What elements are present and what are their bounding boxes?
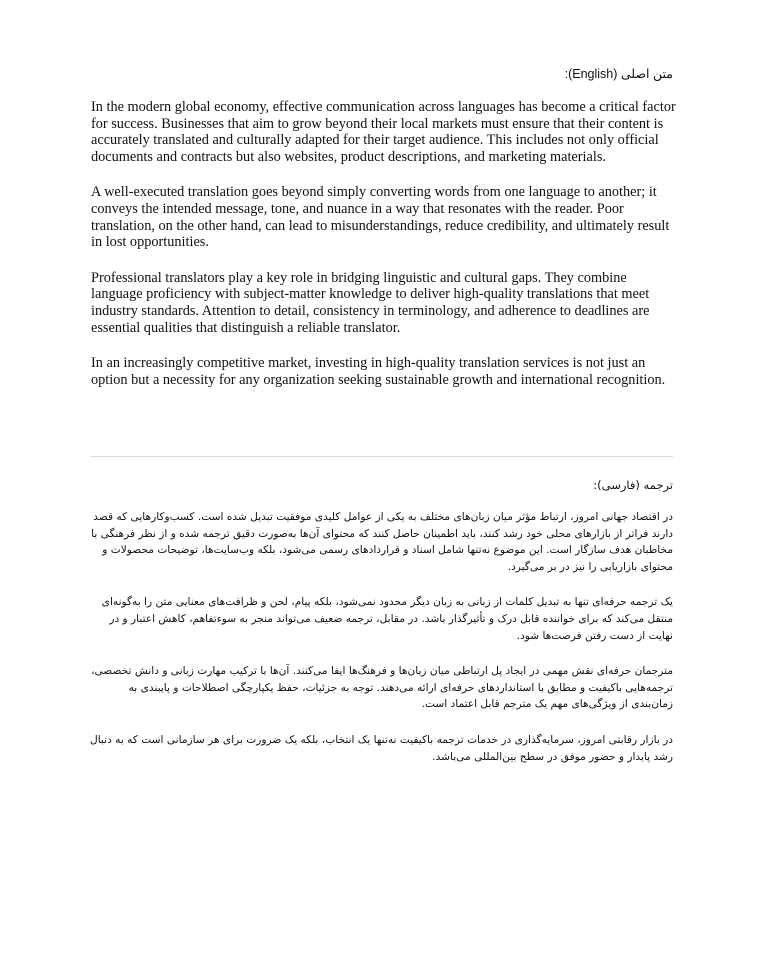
persian-paragraph-1: در اقتصاد جهانی امروز، ارتباط مؤثر میان زبان‌های مختلف به یکی از عوامل کلیدی موفقیت تبدیل شده است. کسب‌وکارهایی که قصد دارند فراتر از بازارهای محلی خود رشد کنند، باید اطمینان حاصل کنند که محتوای آن‌ها به‌صورت دقیق ترجمه شده و از نظر فرهنگی با مخاطبان هدف سازگار است. این موضوع نه‌تنها شامل اسناد و قراردادهای رسمی می‌شود، بلکه وب‌سایت‌ها، توضیحات محصولات و محتوای بازاریابی را نیز در بر می‌گیرد. [91,511,673,573]
persian-section-heading: ترجمه (فارسی): [593,478,673,492]
english-paragraph-4: In an increasingly competitive market, investing in high-quality translation services is not just an option but a necessity for any organization seeking sustainable growth and international recognition. [91,355,666,388]
persian-paragraph-4: در بازار رقابتی امروز، سرمایه‌گذاری در خدمات ترجمه باکیفیت نه‌تنها یک انتخاب، بلکه یک ضرورت برای هر سازمانی است که به دنبال رشد پایدار و حضور موفق در سطح بین‌المللی می‌باشد. [90,733,673,763]
persian-paragraph-3: مترجمان حرفه‌ای نقش مهمی در ایجاد پل ارتباطی میان زبان‌ها و فرهنگ‌ها ایفا می‌کنند. آن‌ها با ترکیب مهارت زبانی و دانش تخصصی، ترجمه‌هایی باکیفیت و مطابق با استانداردهای حرفه‌ای ارائه می‌دهند. توجه به جزئیات، حفظ یکپارچگی اصطلاحات و پایبندی به زمان‌بندی از ویژگی‌های مهم یک مترجم قابل اعتماد است. [91,665,673,711]
english-paragraph-3: Professional translators play a key role in bridging linguistic and cultural gaps. They combine language proficiency with subject-matter knowledge to deliver high-quality translations that meet industry standards. Attention to detail, consistency in terminology, and adherence to deadlines are essential qualities that distinguish a reliable translator. [91,269,650,336]
persian-paragraph-2: یک ترجمه حرفه‌ای تنها به تبدیل کلمات از زبانی به زبان دیگر محدود نمی‌شود، بلکه پیام، لحن و ظرافت‌های معنایی متن را به‌گونه‌ای منتقل می‌کند که برای خواننده قابل درک و تأثیرگذار باشد. در مقابل، ترجمه ضعیف می‌تواند منجر به سوءتفاهم، کاهش اعتبار و در نهایت از دست رفتن فرصت‌ها شود. [101,596,673,642]
english-paragraph-1: In the modern global economy, effective communication across languages has become a critical factor for success. Businesses that aim to grow beyond their local markets must ensure that their content is accurately translated and culturally adapted for their target audience. This includes not only official documents and contracts but also websites, product descriptions, and marketing materials. [91,99,676,165]
persian-text-body [89,509,673,784]
english-section-heading: متن اصلی (English): [564,67,673,81]
english-text-body [91,99,681,407]
section-divider [91,456,673,457]
english-paragraph-2: A well-executed translation goes beyond simply converting words from one language to another; it conveys the intended message, tone, and nuance in a way that resonates with the reader. Poor translation, on the other hand, can lead to misunderstandings, reduce credibility, and ultimately result in lost opportunities. [91,184,670,251]
